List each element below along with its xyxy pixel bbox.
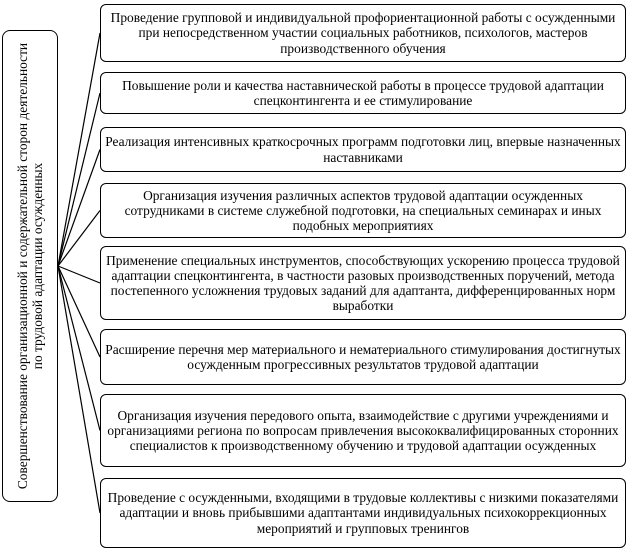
- item-label-3: Реализация интенсивных краткосрочных программ подготовки лиц, впервые назначенных наставниками: [105, 134, 621, 165]
- item-label-4: Организация изучения различных аспектов трудовой адаптации осужденных сотрудниками в системе служебной подготовки, на специальных семинарах и иных подобных мероприятиях: [124, 187, 602, 234]
- item-box-7: [100, 394, 626, 467]
- connector-line-6: [58, 266, 100, 357]
- connector-line-1: [58, 33, 100, 266]
- root-box: [2, 30, 58, 502]
- item-label-8: Проведение с осужденными, входящими в трудовые коллективы с низкими показателями адаптации и вновь прибывшими адаптантами индивидуальных психокоррекционных мероприятий и групповых тренингов: [107, 490, 619, 536]
- item-label-2: Повышение роли и качества наставнической работы в процессе трудовой адаптации спецконтингента и ее стимулирование: [122, 77, 604, 108]
- item-box-2: [100, 72, 626, 114]
- item-label-7: Организация изучения передового опыта, взаимодействие с другими учреждениями и организациями региона по вопросам привлечения высококвалифицированных сторонних специалистов к производственному обучению и трудовой адаптации осужденных: [107, 407, 619, 454]
- root-label: Совершенствование организационной и содержательной сторон деятельности по трудовой адаптации осужденных: [15, 42, 45, 490]
- item-box-5: [100, 246, 626, 320]
- item-box-3: [100, 127, 626, 172]
- connector-line-4: [58, 211, 100, 267]
- item-box-1: [100, 4, 626, 62]
- item-box-6: [100, 329, 626, 385]
- connector-line-8: [58, 266, 100, 513]
- item-label-6: Расширение перечня мер материального и нематериального стимулирования достигнутых осужденным прогрессивных результатов трудовой адаптации: [105, 341, 621, 372]
- connector-line-5: [58, 266, 100, 283]
- item-label-5: Применение специальных инструментов, способствующих ускорению процесса трудовой адаптации спецконтингента, в частности разовых производственных поручений, метода постепенного усложнения трудовых заданий для адаптанта, дифференцированных норм выработки: [106, 252, 620, 314]
- connector-line-7: [58, 266, 100, 431]
- connector-line-3: [58, 150, 100, 267]
- item-box-4: [100, 183, 626, 238]
- item-label-1: Проведение групповой и индивидуальной профориентационной работы с осужденными при непосредственном участии социальных работников, психологов, мастеров производственного обучения: [110, 10, 616, 56]
- connector-line-2: [58, 93, 100, 266]
- item-box-8: [100, 478, 626, 548]
